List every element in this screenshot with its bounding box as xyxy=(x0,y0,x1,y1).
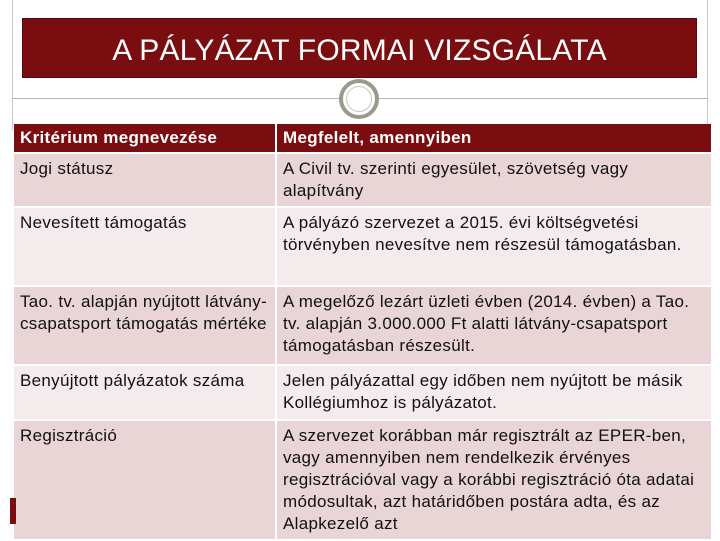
condition-cell: A pályázó szervezet a 2015. évi költségvetési törvényben nevesítve nem részesül támogatásban. xyxy=(276,207,712,286)
table-row xyxy=(14,153,712,207)
condition-cell: A szervezet korábban már regisztrált az EPER-ben, vagy amennyiben nem rendelkezik érvényes regisztrációval vagy a korábbi regisztráció óta adatai módosultak, azt határidőben postára adta, és az Alapkezelő azt xyxy=(276,420,712,540)
ring-ornament-icon xyxy=(339,79,379,119)
table-row xyxy=(14,365,712,420)
table-row xyxy=(14,420,712,540)
column-header-condition: Megfelelt, amennyiben xyxy=(276,124,712,153)
criteria-table xyxy=(14,124,713,541)
left-edge-marker xyxy=(10,498,16,524)
condition-cell: A Civil tv. szerinti egyesület, szövetség vagy alapítvány xyxy=(276,153,712,207)
table-header-row xyxy=(14,124,712,153)
title-banner xyxy=(22,18,697,78)
criterion-cell: Jogi státusz xyxy=(14,153,276,207)
criterion-cell: Nevesített támogatás xyxy=(14,207,276,286)
criterion-cell: Benyújtott pályázatok száma xyxy=(14,365,276,420)
criterion-cell: Tao. tv. alapján nyújtott látvány-csapatsport támogatás mértéke xyxy=(14,286,276,365)
condition-cell: Jelen pályázattal egy időben nem nyújtott be másik Kollégiumhoz is pályázatot. xyxy=(276,365,712,420)
slide-title: A PÁLYÁZAT FORMAI VIZSGÁLATA xyxy=(112,34,607,67)
criterion-cell: Regisztráció xyxy=(14,420,276,540)
column-header-criterion: Kritérium megnevezése xyxy=(14,124,276,153)
table-row xyxy=(14,207,712,286)
table-row xyxy=(14,286,712,365)
condition-cell: A megelőző lezárt üzleti évben (2014. évben) a Tao. tv. alapján 3.000.000 Ft alatti látvány-csapatsport támogatásban részesült. xyxy=(276,286,712,365)
